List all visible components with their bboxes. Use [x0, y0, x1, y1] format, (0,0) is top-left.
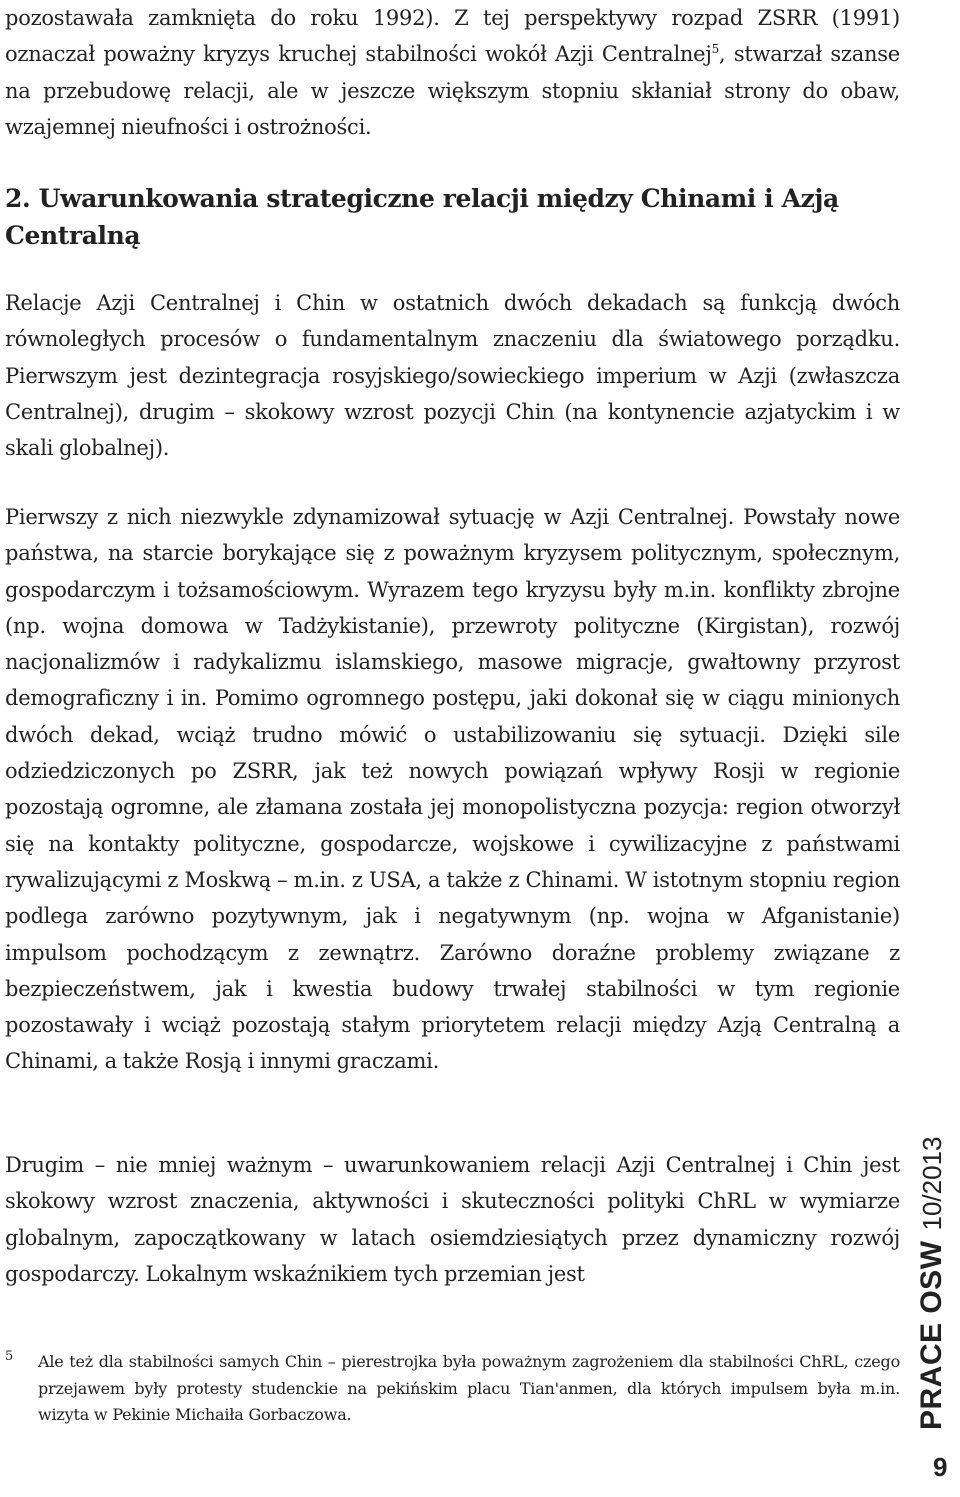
page-number: 9 — [933, 1452, 948, 1482]
paragraph-intro-text-1: pozostawała zamknięta do roku 1992). Z tej perspektywy rozpad ZSRR (1991) oznaczał poważny kryzys kruchej stabilności wokół Azji Centralnej — [5, 6, 900, 67]
publication-issue: 10/2013 — [917, 1136, 947, 1231]
paragraph-second-process: Drugim – nie mniej ważnym – uwarunkowaniem relacji Azji Centralnej i Chin jest skokowy wzrost znaczenia, aktywności i skuteczności polityki ChRL w wymiarze globalnym, zapoczątkowany w latach osiemdziesiątych przez dynamiczny rozwój gospodarczy. Lokalnym wskaźnikiem tych przemian jest — [5, 1153, 900, 1286]
section-heading: 2. Uwarunkowania strategiczne relacji między Chinami i Azją Centralną — [5, 184, 839, 250]
footnote-reference-5[interactable]: 5 — [711, 42, 720, 57]
paragraph-intro-text-2: , stwarzał szanse na przebudowę relacji, ale w jeszcze większym stopniu skłaniał strony do obaw, wzajemnej nieufności i ostrożności. — [5, 42, 900, 139]
paragraph-relations: Relacje Azji Centralnej i Chin w ostatnich dwóch dekadach są funkcją dwóch równoległych procesów o fundamentalnym znaczeniu dla światowego porządku. Pierwszym jest dezintegracja rosyjskiego/sowieckiego imperium w Azji (zwłaszcza Centralnej), drugim – skokowy wzrost pozycji Chin (na kontynencie azjatyckim i w skali globalnej). — [5, 291, 900, 461]
publication-side-label — [912, 1136, 952, 1430]
paragraph-intro — [5, 0, 900, 145]
publication-brand: PRACE OSW — [915, 1240, 948, 1430]
footnote-text: Ale też dla stabilności samych Chin – pierestrojka była poważnym zagrożeniem dla stabilności ChRL, czego przejawem były protesty studenckie na pekińskim placu Tian'anmen, dla których impulsem była m.in. wizyta w Pekinie Michaiła Gorbaczowa. — [38, 1352, 900, 1424]
footnote-number: 5 — [5, 1349, 14, 1364]
paragraph-first-process: Pierwszy z nich niezwykle zdynamizował sytuację w Azji Centralnej. Powstały nowe państwa, na starcie borykające się z poważnym kryzysem politycznym, społecznym, gospodarczym i tożsamościowym. Wyrazem tego kryzysu były m.in. konflikty zbrojne (np. wojna domowa w Tadżykistanie), przewroty polityczne (Kirgistan), rozwój nacjonalizmów i radykalizmu islamskiego, masowe migracje, gwałtowny przyrost demograficzny i in. Pomimo ogromnego postępu, jaki dokonał się w ciągu minionych dwóch dekad, wciąż trudno mówić o ustabilizowaniu się sytuacji. Dzięki sile odziedziczonych po ZSRR, jak też nowych powiązań wpływy Rosji w regionie pozostają ogromne, ale złamana została jej monopolistyczna pozycja: region otworzył się na kontakty polityczne, gospodarcze, wojskowe i cywilizacyjne z państwami rywalizującymi z Moskwą – m.in. z USA, a także z Chinami. W istotnym stopniu region podlega zarówno pozytywnym, jak i negatywnym (np. wojna w Afganistanie) impulsom pochodzącym z zewnątrz. Zarówno doraźne problemy związane z bezpieczeństwem, jak i kwestia budowy trwałej stabilności w tym regionie pozostawały i wciąż pozostają stałym priorytetem relacji między Azją Centralną a Chinami, a także Rosją i innymi graczami. — [5, 505, 900, 1074]
